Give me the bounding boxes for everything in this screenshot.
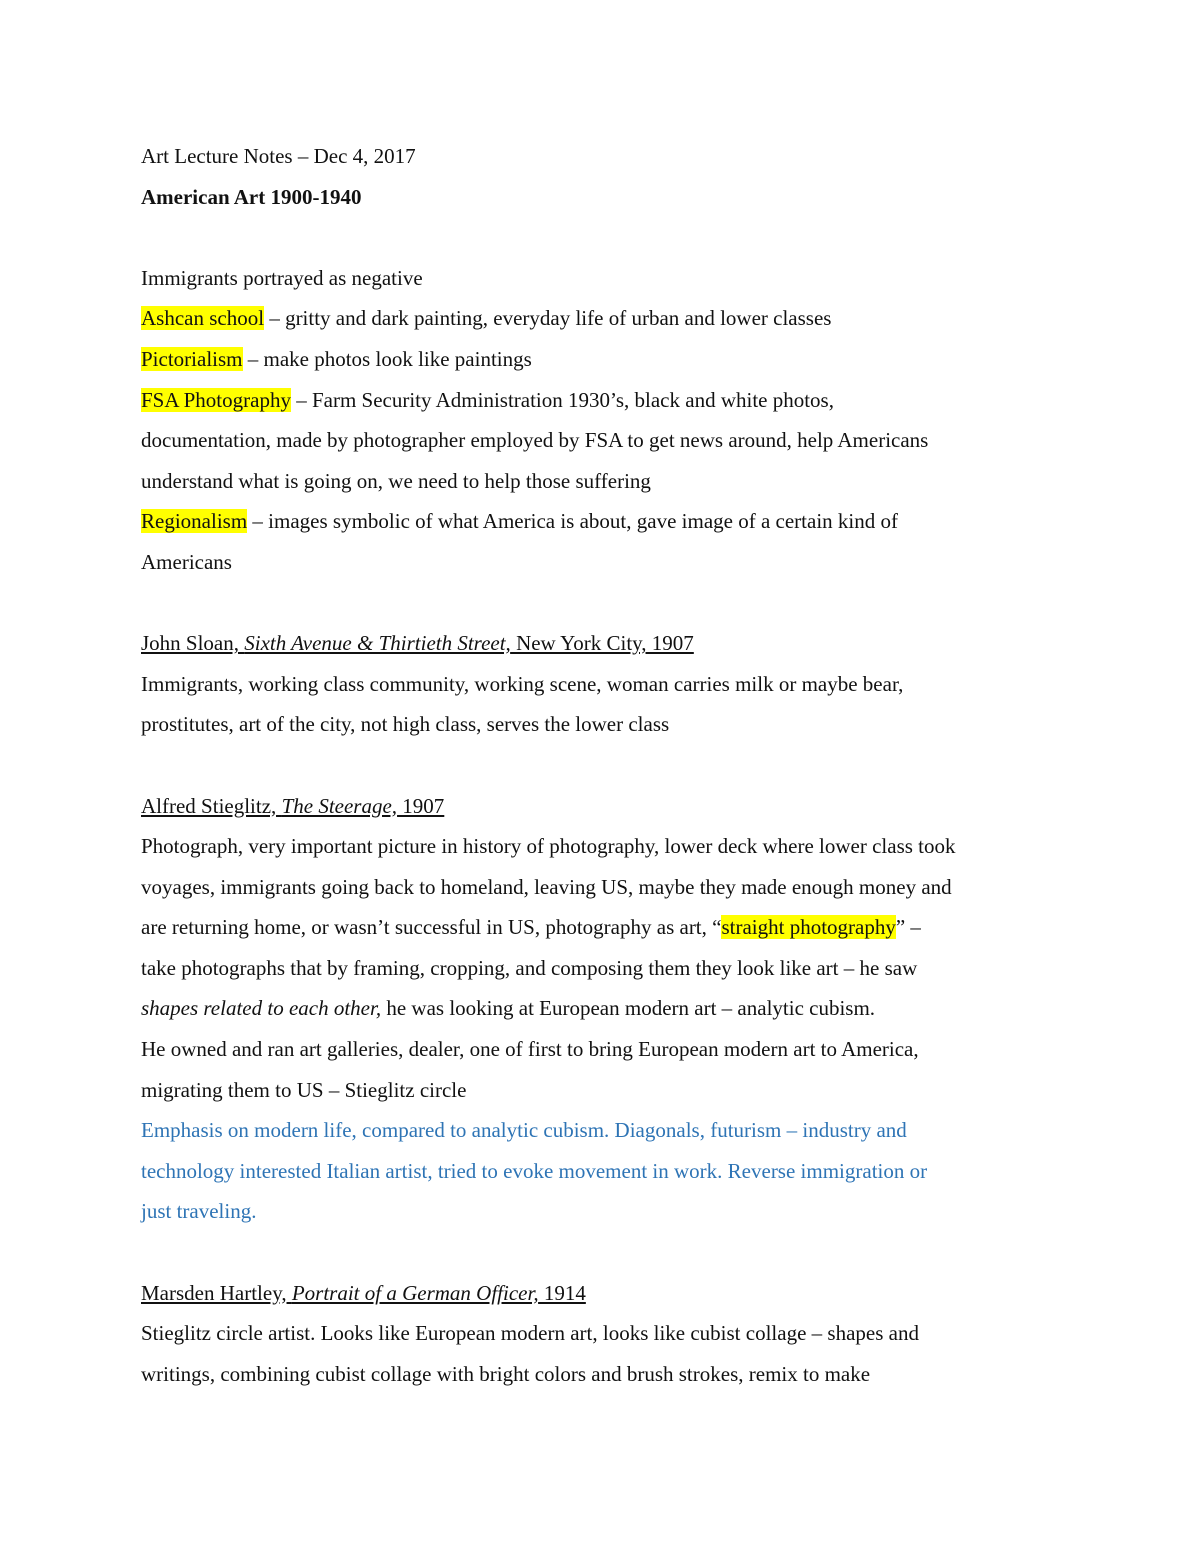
fsa-line: FSA Photography – Farm Security Administration 1930’s, black and white photos, [141, 387, 834, 412]
straight-photography-term: straight photography [721, 915, 896, 940]
regionalism-term: Regionalism [141, 509, 248, 534]
spacer [141, 745, 1061, 786]
sloan-heading: John Sloan, Sixth Avenue & Thirtieth Street, New York City, 1907 [141, 631, 694, 656]
spacer [141, 1232, 1061, 1273]
pictorialism-line: Pictorialism – make photos look like paintings [141, 346, 532, 371]
regionalism-line-2: Americans [141, 549, 232, 574]
stieglitz-line-5: shapes related to each other, he was looking at European modern art – analytic cubism. [141, 996, 876, 1021]
stieglitz-line-3: are returning home, or wasn’t successful in US, photography as art, “straight photography” – [141, 915, 921, 940]
hartley-line-2: writings, combining cubist collage with bright colors and brush strokes, remix to make [141, 1361, 871, 1386]
spacer [141, 217, 1061, 258]
document-page [141, 136, 1061, 1394]
stieglitz-line-4: take photographs that by framing, cropping, and composing them they look like art – he saw [141, 955, 918, 980]
stieglitz-blue-note-2: technology interested Italian artist, tried to evoke movement in work. Reverse immigration or [141, 1158, 928, 1183]
ashcan-line: Ashcan school – gritty and dark painting, everyday life of urban and lower classes [141, 306, 832, 331]
stieglitz-line-7: migrating them to US – Stieglitz circle [141, 1077, 467, 1102]
stieglitz-blue-note-1: Emphasis on modern life, compared to analytic cubism. Diagonals, futurism – industry and [141, 1118, 907, 1143]
pictorialism-term: Pictorialism [141, 346, 243, 371]
stieglitz-heading: Alfred Stieglitz, The Steerage, 1907 [141, 793, 445, 818]
stieglitz-blue-note-3: just traveling. [141, 1199, 257, 1224]
stieglitz-line-1: Photograph, very important picture in history of photography, lower deck where lower class took [141, 834, 956, 859]
fsa-line-3: understand what is going on, we need to help those suffering [141, 468, 651, 493]
intro-line: Immigrants portrayed as negative [141, 265, 423, 290]
fsa-term: FSA Photography [141, 387, 291, 412]
regionalism-line: Regionalism – images symbolic of what America is about, gave image of a certain kind of [141, 509, 898, 534]
stieglitz-line-6: He owned and ran art galleries, dealer, one of first to bring European modern art to America, [141, 1037, 919, 1062]
spacer [141, 583, 1061, 624]
sloan-line-2: prostitutes, art of the city, not high class, serves the lower class [141, 712, 670, 737]
doc-subtitle: Art Lecture Notes – Dec 4, 2017 [141, 144, 416, 168]
sloan-line-1: Immigrants, working class community, working scene, woman carries milk or maybe bear, [141, 671, 904, 696]
hartley-heading: Marsden Hartley, Portrait of a German Officer, 1914 [141, 1280, 586, 1305]
ashcan-term: Ashcan school [141, 306, 265, 331]
doc-title: American Art 1900-1940 [141, 184, 362, 209]
stieglitz-line-2: voyages, immigrants going back to homeland, leaving US, maybe they made enough money and [141, 874, 952, 899]
fsa-line-2: documentation, made by photographer employed by FSA to get news around, help Americans [141, 428, 929, 453]
hartley-line-1: Stieglitz circle artist. Looks like European modern art, looks like cubist collage – shapes and [141, 1321, 919, 1346]
